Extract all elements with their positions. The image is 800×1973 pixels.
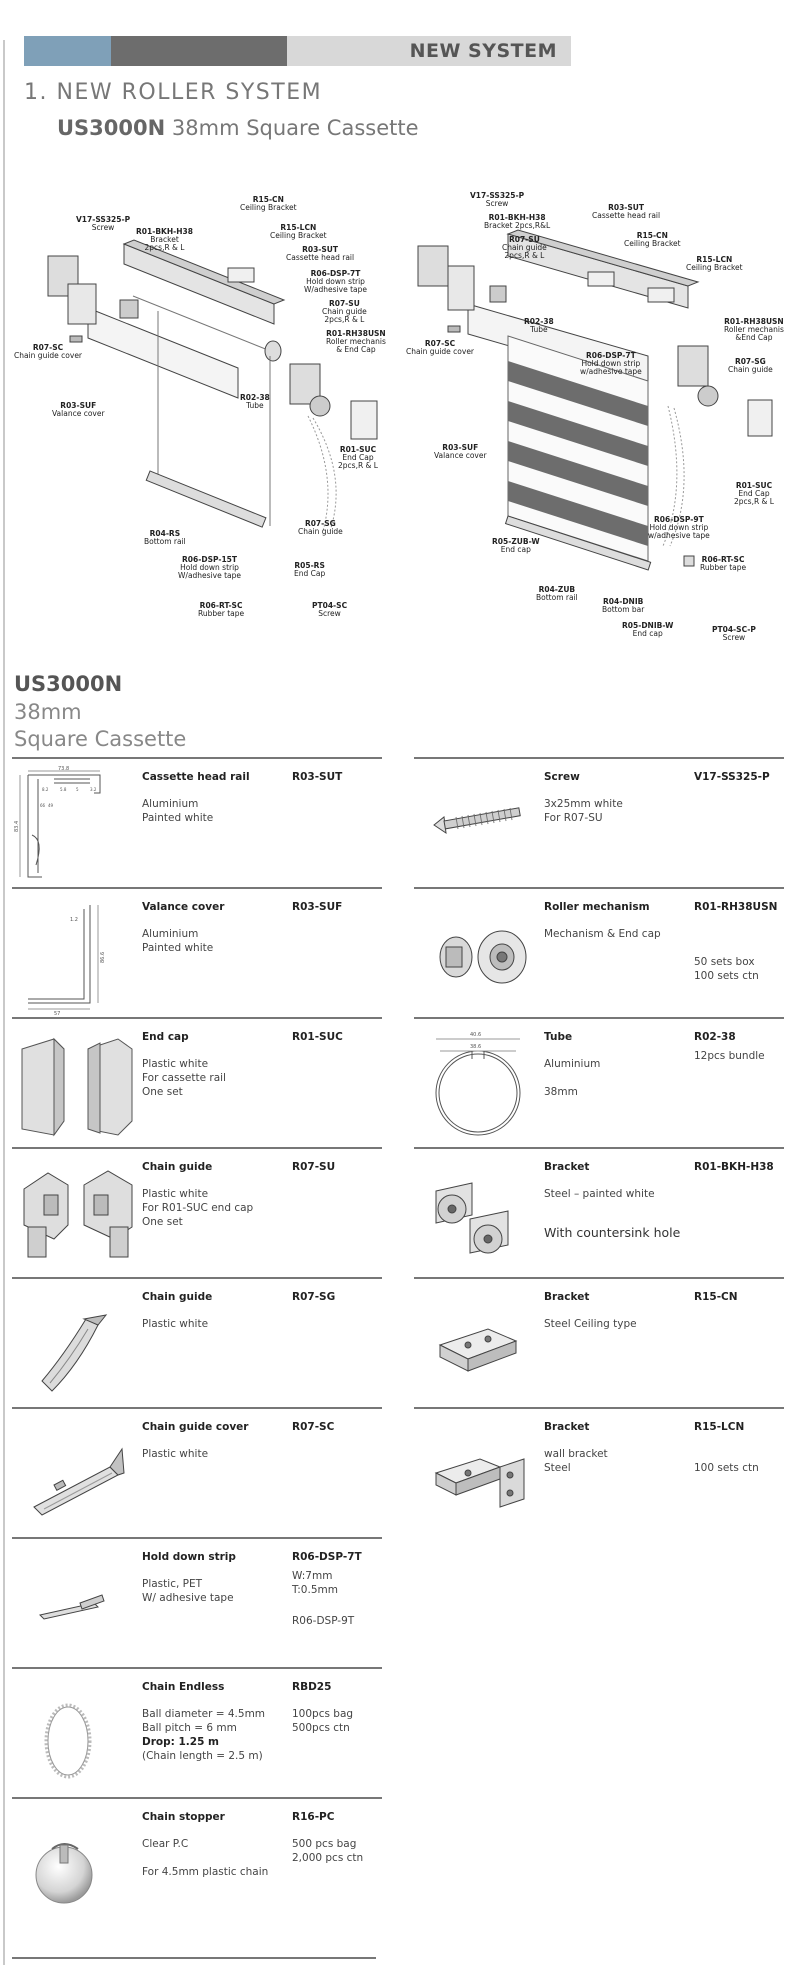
rail-dim-d: 3.2 [90,787,97,792]
part-desc: Steel Ceiling type [544,1318,637,1330]
dl-left-4: R03-SUT Cassette head rail [286,245,355,262]
dl-right-1: R01-BKH-H38 Bracket 2pcs,R&L [484,213,551,230]
chain-stopper-drawing [14,1805,140,1923]
right-chain-guide [678,346,708,386]
exploded-diagrams [8,186,798,656]
dl-right-17: R04-DNIB Bottom bar [602,597,645,614]
dl-left-9: R03-SUF Valance cover [52,401,105,418]
dl-left-8: R07-SC Chain guide cover [14,343,83,360]
part-desc: wall bracket Steel [544,1448,608,1474]
dl-right-13: R05-ZUB-W End cap [492,537,540,554]
chain-drop: Drop: 1.25 m [142,1736,219,1748]
dl-left-1: R15-CN Ceiling Bracket [240,195,297,212]
part-desc: Aluminium Painted white [142,928,214,954]
part-code: R07-SU [292,1161,336,1173]
cassette-rail-drawing [14,765,140,883]
screw-drawing [416,765,542,883]
header-bar-dark [111,36,287,66]
right-endcap [748,400,772,436]
part-cassette-head-rail [12,757,382,889]
dl-right-9: R06-DSP-7T Hold down strip w/adhesive tape [580,351,642,376]
part-code: R01-SUC [292,1031,343,1043]
left-ceiling-bracket [228,268,254,282]
hold-down-strip-drawing [14,1545,140,1663]
part-screw [414,757,784,889]
chain-guide-sg-drawing [14,1285,140,1403]
part-code: R03-SUF [292,901,343,913]
part-desc: Mechanism & End cap [544,928,661,940]
part-pack: 500 pcs bag 2,000 pcs ctn [292,1838,364,1864]
section-code: US3000N [14,672,123,696]
part-alt-code: R06-DSP-9T [292,1615,355,1627]
part-tube [414,1017,784,1149]
part-name: Bracket [544,1421,590,1433]
diagram-artwork [8,186,798,656]
rail-dim-e: 66 [40,803,46,808]
part-code: R16-PC [292,1811,335,1823]
part-desc: Aluminium 38mm [544,1058,601,1098]
part-chain-guide-sg [12,1277,382,1409]
part-desc: Clear P.C For 4.5mm plastic chain [142,1838,269,1878]
dl-left-11: R01-SUC End Cap 2pcs,R & L [338,445,378,470]
dl-left-15: R05-RS End Cap [294,561,326,578]
dl-right-6: R02-38 Tube [524,317,554,334]
part-name: Chain guide [142,1161,213,1173]
part-desc: 3x25mm white For R07-SU [544,798,623,824]
part-desc: Plastic white For cassette rail One set [142,1058,226,1098]
left-endcap [351,401,377,439]
tube-dim-outer: 40.6 [470,1032,482,1038]
part-desc-note: With countersink hole [544,1225,681,1240]
part-roller-mechanism [414,887,784,1019]
part-desc [142,1707,265,1763]
part-code: R15-CN [694,1291,738,1303]
section-line1: 38mm [14,700,82,724]
dl-left-14: R06-DSP-15T Hold down strip W/adhesive tape [178,555,242,580]
part-code: RBD25 [292,1681,332,1693]
chain-guide-su-drawing [14,1155,140,1273]
part-end-cap [12,1017,382,1149]
part-pack: 50 sets box 100 sets ctn [694,956,759,982]
right-ceiling-bracket-2 [648,288,674,302]
valance-dim-width: 57 [54,1011,61,1017]
dl-left-3: R15-LCN Ceiling Bracket [270,223,327,240]
section-line2: Square Cassette [14,727,187,751]
valance-dim-height: 86.6 [100,951,106,963]
chain-spec-2: Ball pitch = 6 mm [142,1722,237,1734]
left-valance [88,308,238,398]
part-pack: 100 sets ctn [694,1462,759,1474]
rail-dim-height: 83.4 [14,820,20,832]
part-code: R07-SG [292,1291,336,1303]
left-margin-rule [3,40,5,1965]
part-pack: 100pcs bag 500pcs ctn [292,1708,354,1734]
part-name: End cap [142,1031,189,1043]
page-subtitle [57,116,419,140]
part-name: Chain guide cover [142,1421,249,1433]
part-bracket-bkh [414,1147,784,1279]
left-mechanism [120,300,138,318]
dl-right-18: R05-DNIB-W End cap [622,621,674,638]
part-chain-endless [12,1667,382,1799]
dl-right-10: R07-SG Chain guide [728,357,773,374]
part-pack: 12pcs bundle [694,1050,765,1062]
tube-drawing [416,1025,542,1143]
part-desc: Steel – painted white [544,1188,655,1200]
left-roller [310,396,330,416]
part-name: Chain guide [142,1291,213,1303]
part-code: V17-SS325-P [694,771,770,783]
part-desc: Plastic, PET W/ adhesive tape [142,1578,234,1604]
right-roller [698,386,718,406]
part-name: Chain stopper [142,1811,225,1823]
part-desc: Plastic white [142,1448,209,1460]
part-chain-guide-cover [12,1407,382,1539]
bracket-bkh-drawing [416,1155,542,1273]
part-desc: Plastic white For R01-SUC end cap One set [142,1188,254,1228]
dl-right-15: R06-RT-SC Rubber tape [700,555,747,572]
part-name: Tube [544,1031,573,1043]
dl-right-3: R07-SU Chain guide 2pcs,R & L [502,235,547,260]
dl-left-5: R06-DSP-7T Hold down strip W/adhesive tape [304,269,368,294]
rail-dim-c: 5 [76,787,79,792]
dl-right-4: R15-CN Ceiling Bracket [624,231,681,248]
title-text: NEW ROLLER SYSTEM [56,80,323,105]
page-title [24,80,322,105]
dl-right-7: R01-RH38USN Roller mechanis &End Cap [724,317,784,342]
right-bracket [418,246,448,286]
dl-left-6: R07-SU Chain guide 2pcs,R & L [322,299,367,324]
tube-dim-inner: 38.6 [470,1044,482,1050]
dl-right-2: R03-SUT Cassette head rail [592,203,661,220]
dl-right-16: R04-ZUB Bottom rail [536,585,578,602]
chain-length: (Chain length = 2.5 m) [142,1750,263,1762]
rail-dim-a: 8.2 [42,787,49,792]
dl-left-2: R01-BKH-H38 Bracket 2pcs,R & L [136,227,193,252]
chain-guide-cover-drawing [14,1415,140,1533]
part-code: R02-38 [694,1031,736,1043]
bracket-lcn-drawing [416,1415,542,1533]
part-valance-cover [12,887,382,1019]
left-cassette-rail [124,244,274,324]
part-name: Valance cover [142,901,225,913]
part-bracket-lcn [414,1407,784,1539]
left-bottom-rail [146,471,266,527]
dl-left-17: PT04-SC Screw [312,601,348,618]
part-name: Cassette head rail [142,771,250,783]
part-code: R07-SC [292,1421,335,1433]
right-ceiling-bracket-1 [588,272,614,286]
dl-right-11: R03-SUF Valance cover [434,443,487,460]
end-cap-drawing [14,1025,140,1143]
part-chain-stopper [12,1797,382,1929]
part-pack: W:7mm T:0.5mm [292,1570,338,1596]
bottom-rule [12,1957,376,1959]
dl-right-14: R06-DSP-9T Hold down strip w/adhesive tape [648,515,710,540]
part-code: R01-RH38USN [694,901,778,913]
dl-left-7: R01-RH38USN Roller mechanis & End Cap [326,329,386,354]
subtitle-rest: 38mm Square Cassette [171,116,419,140]
part-code: R01-BKH-H38 [694,1161,774,1173]
dl-left-16: R06-RT-SC Rubber tape [198,601,245,618]
rail-dim-f: 49 [48,803,54,808]
part-name: Chain Endless [142,1681,225,1693]
part-bracket-cn [414,1277,784,1409]
bracket-cn-drawing [416,1285,542,1403]
part-name: Bracket [544,1291,590,1303]
part-desc: Plastic white [142,1318,209,1330]
subtitle-code: US3000N [57,116,166,140]
part-code: R03-SUT [292,771,343,783]
part-name: Roller mechanism [544,901,650,913]
dl-right-19: PT04-SC-P Screw [712,625,756,642]
dl-right-8: R07-SC Chain guide cover [406,339,475,356]
part-code: R15-LCN [694,1421,745,1433]
valance-drawing [14,895,140,1017]
dl-left-13: R04-RS Bottom rail [144,529,186,546]
part-code: R06-DSP-7T [292,1551,362,1563]
part-name: Hold down strip [142,1551,236,1563]
header-label: NEW SYSTEM [409,40,557,62]
dl-left-0: V17-SS325-P Screw [76,215,131,232]
rail-dim-b: 5.8 [60,787,67,792]
dl-right-12: R01-SUC End Cap 2pcs,R & L [734,481,774,506]
dl-right-5: R15-LCN Ceiling Bracket [686,255,743,272]
part-name: Screw [544,771,580,783]
title-number: 1. [24,80,48,105]
left-tube-end [265,341,281,361]
chain-endless-drawing [14,1675,140,1793]
roller-mechanism-drawing [416,895,542,1013]
part-desc: Aluminium Painted white [142,798,214,824]
valance-dim-a: 1.2 [70,917,78,923]
dl-left-12: R07-SG Chain guide [298,519,343,536]
header-bar-blue [24,36,111,66]
chain-spec-1: Ball diameter = 4.5mm [142,1708,266,1720]
part-hold-down-strip [12,1537,382,1669]
dl-left-10: R02-38 Tube [240,393,270,410]
rail-dim-width: 73.8 [58,766,70,772]
part-chain-guide-su [12,1147,382,1279]
part-name: Bracket [544,1161,590,1173]
dl-right-0: V17-SS325-P Screw [470,191,525,208]
